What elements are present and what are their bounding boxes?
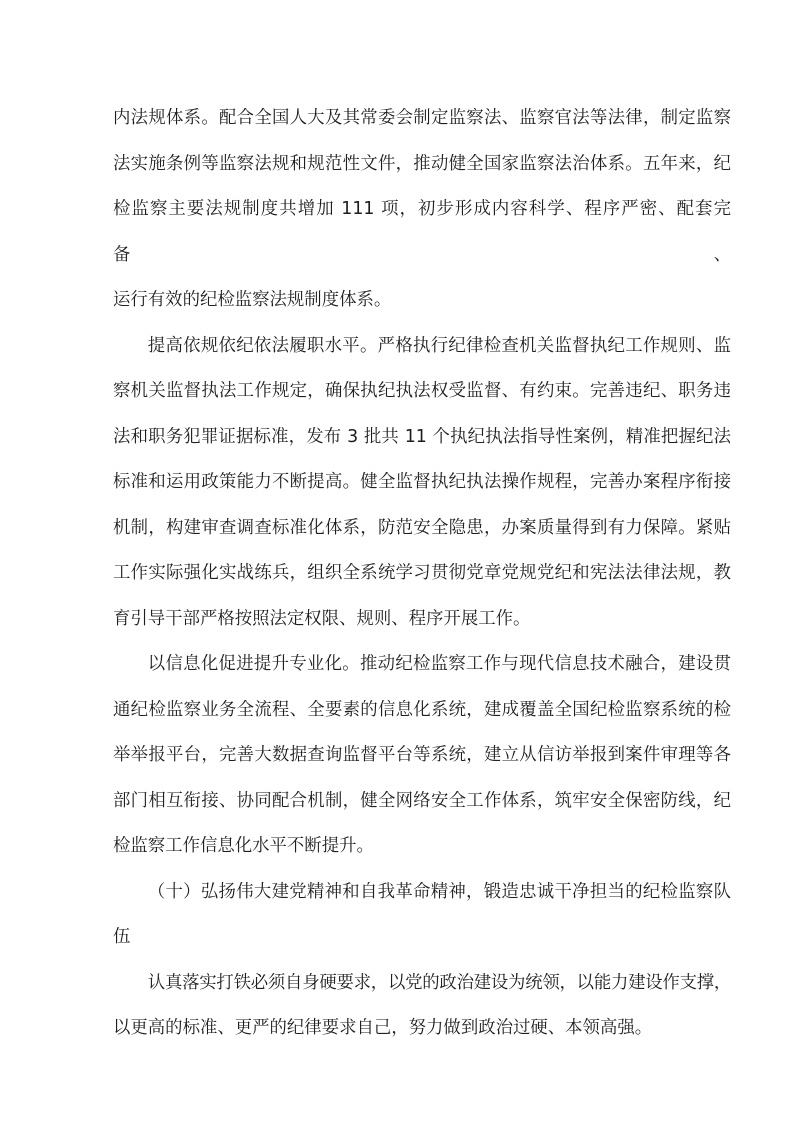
paragraph-self-discipline — [113, 961, 731, 1052]
text-line: 检监察主要法规制度共增加 111 项，初步形成内容科学、程序严密、配套完备、 — [113, 199, 731, 265]
text-line: 以信息化促进提升专业化。推动纪检监察工作与现代信息技术融合，建设贯 — [147, 654, 731, 674]
section-heading-ten — [113, 870, 731, 961]
text-line: 察机关监督执法工作规定，确保执纪执法权受监督、有约束。完善违纪、职务违 — [113, 381, 731, 401]
text-line: 法实施条例等监察法规和规范性文件，推动健全国家监察法治体系。五年来，纪 — [113, 153, 731, 174]
text-line: 法和职务犯罪证据标准，发布 3 批共 11 个执纪执法指导性案例，精准把握纪法 — [113, 426, 731, 447]
text-line: 机制，构建审查调查标准化体系，防范安全隐患，办案质量得到有力保障。紧贴 — [113, 517, 731, 538]
text-line: 部门相互衔接、协同配合机制，健全网络安全工作体系，筑牢安全保密防线，纪 — [113, 790, 731, 811]
text-line: 通纪检监察业务全流程、全要素的信息化系统，建成覆盖全国纪检监察系统的检 — [113, 699, 731, 720]
text-line: 检监察工作信息化水平不断提升。 — [113, 836, 374, 856]
heading-line: 伍 — [113, 927, 131, 947]
document-content — [113, 96, 731, 1052]
text-line: 工作实际强化实战练兵，组织全系统学习贯彻党章党规党纪和宪法法律法规，教 — [113, 563, 731, 583]
heading-line: （十）弘扬伟大建党精神和自我革命精神，锻造忠诚干净担当的纪检监察队 — [147, 881, 731, 902]
paragraph-informatization — [113, 642, 731, 870]
text-line: 育引导干部严格按照法定权限、规则、程序开展工作。 — [113, 608, 531, 629]
text-line: 提高依规依纪依法履职水平。严格执行纪律检查机关监督执纪工作规则、监 — [147, 335, 731, 356]
text-line: 以更高的标准、更严的纪律要求自己，努力做到政治过硬、本领高强。 — [113, 1018, 653, 1038]
text-line: 标准和运用政策能力不断提高。健全监督执纪执法操作规程，完善办案程序衔接 — [113, 472, 731, 492]
paragraph-continuation — [113, 96, 731, 324]
text-line: 内法规体系。配合全国人大及其常委会制定监察法、监察官法等法律，制定监察 — [113, 108, 731, 128]
text-line: 认真落实打铁必须自身硬要求，以党的政治建设为统领，以能力建设作支撑， — [147, 972, 731, 993]
text-line: 举举报平台，完善大数据查询监督平台等系统，建立从信访举报到案件审理等各 — [113, 745, 731, 765]
text-line: 运行有效的纪检监察法规制度体系。 — [113, 290, 392, 310]
paragraph-performance — [113, 324, 731, 643]
